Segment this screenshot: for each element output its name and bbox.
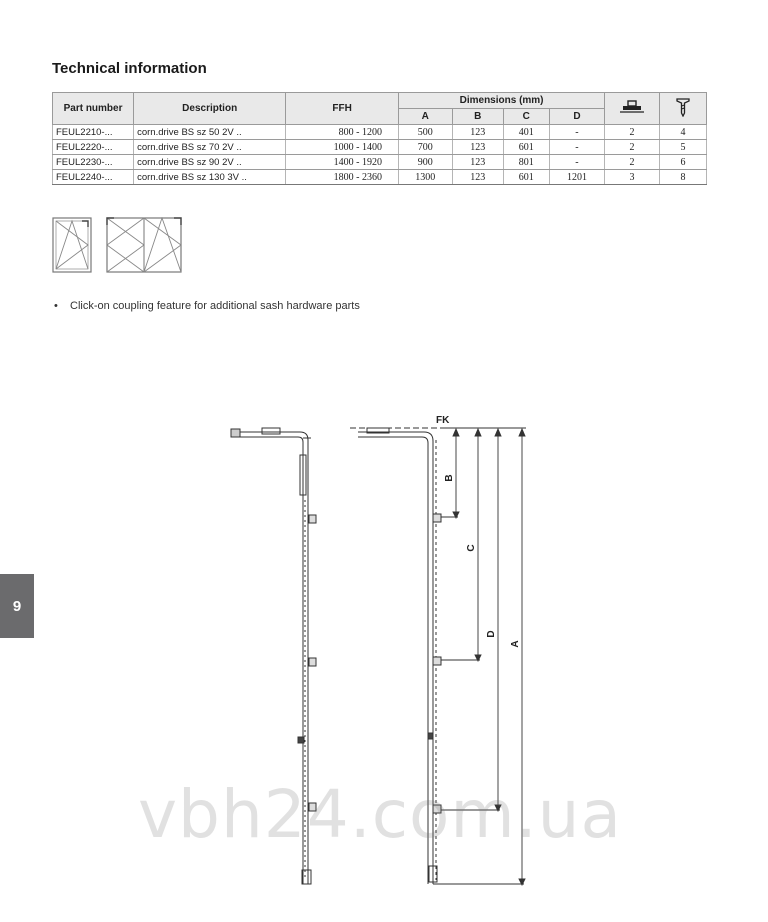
d-cell: - (549, 125, 604, 140)
description-cell: corn.drive BS sz 50 2V .. (134, 125, 286, 140)
header-description: Description (134, 93, 286, 125)
c-cell: 601 (503, 140, 549, 155)
description-cell: corn.drive BS sz 130 3V .. (134, 170, 286, 185)
bullet-dot: • (54, 300, 58, 312)
dim-label-b: B (444, 474, 455, 482)
header-dimensions: Dimensions (mm) (398, 93, 604, 109)
part-number-cell: FEUL2220-... (53, 140, 134, 155)
ffh-cell: 1800 - 2360 (286, 170, 399, 185)
coupling-count-cell: 2 (605, 140, 660, 155)
page-tab: 9 (0, 574, 34, 638)
screw-count-cell: 5 (659, 140, 706, 155)
header-a: A (398, 109, 452, 125)
ffh-cell: 1000 - 1400 (286, 140, 399, 155)
coupling-count-cell: 3 (605, 170, 660, 185)
header-part-number: Part number (53, 93, 134, 125)
description-cell: corn.drive BS sz 70 2V .. (134, 140, 286, 155)
a-cell: 700 (398, 140, 452, 155)
header-d: D (549, 109, 604, 125)
watermark: vbh24.com.ua (138, 776, 622, 853)
screw-count-cell: 6 (659, 155, 706, 170)
a-cell: 500 (398, 125, 452, 140)
d-cell: 1201 (549, 170, 604, 185)
d-cell: - (549, 155, 604, 170)
d-cell: - (549, 140, 604, 155)
a-cell: 1300 (398, 170, 452, 185)
ffh-cell: 800 - 1200 (286, 125, 399, 140)
b-cell: 123 (452, 170, 503, 185)
c-cell: 801 (503, 155, 549, 170)
b-cell: 123 (452, 155, 503, 170)
coupling-count-cell: 2 (605, 155, 660, 170)
header-ffh: FFH (286, 93, 399, 125)
dim-label-c: C (466, 544, 477, 552)
coupling-count-cell: 2 (605, 125, 660, 140)
header-c: C (503, 109, 549, 125)
part-number-cell: FEUL2210-... (53, 125, 134, 140)
screw-count-cell: 4 (659, 125, 706, 140)
feature-text: Click-on coupling feature for additional sash hardware parts (70, 300, 360, 312)
dim-label-d: D (486, 630, 497, 638)
screw-count-cell: 8 (659, 170, 706, 185)
page-title: Technical information (52, 60, 207, 77)
fk-label: FK (436, 415, 450, 426)
part-number-cell: FEUL2230-... (53, 155, 134, 170)
c-cell: 401 (503, 125, 549, 140)
dim-label-a: A (510, 640, 521, 648)
description-cell: corn.drive BS sz 90 2V .. (134, 155, 286, 170)
b-cell: 123 (452, 140, 503, 155)
b-cell: 123 (452, 125, 503, 140)
a-cell: 900 (398, 155, 452, 170)
header-b: B (452, 109, 503, 125)
c-cell: 601 (503, 170, 549, 185)
part-number-cell: FEUL2240-... (53, 170, 134, 185)
ffh-cell: 1400 - 1920 (286, 155, 399, 170)
